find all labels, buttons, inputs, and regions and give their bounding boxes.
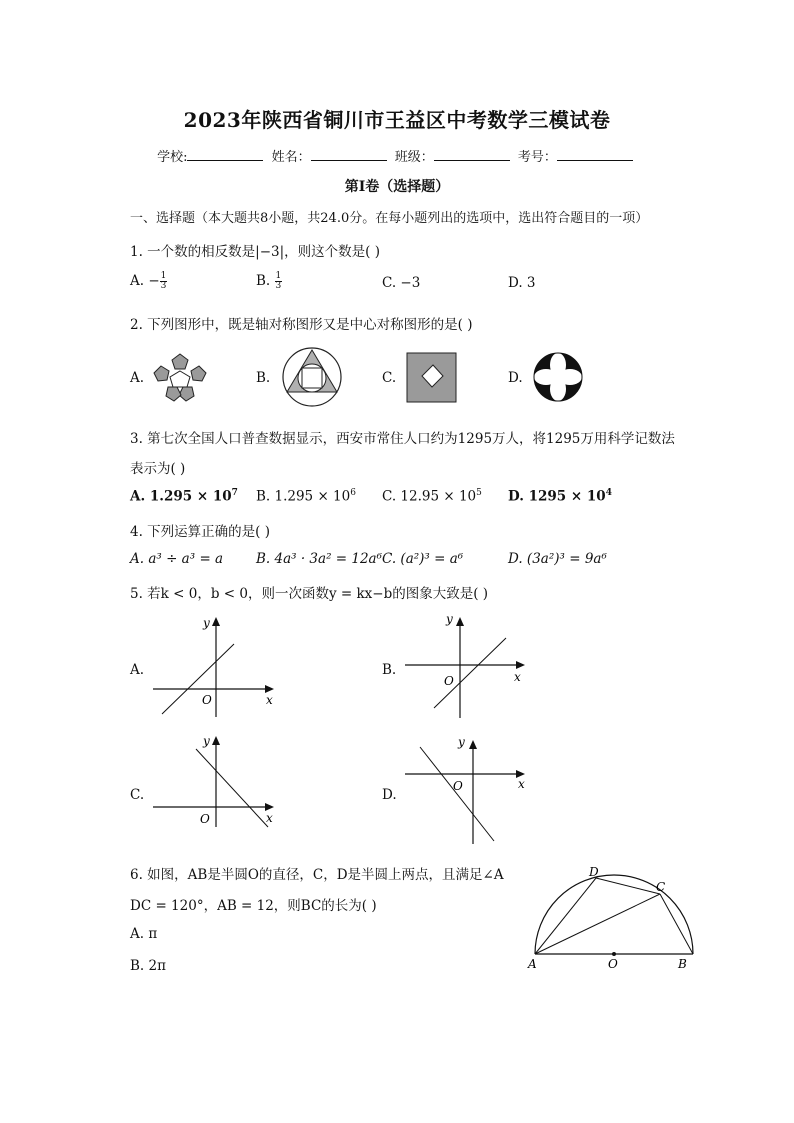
q1-b-fraction <box>275 272 283 291</box>
school-blank[interactable] <box>187 148 263 161</box>
class-label: 班级： <box>394 150 434 165</box>
name-label: 姓名： <box>271 150 311 165</box>
q6-option-b: B. 2π <box>130 958 166 974</box>
q1-option-c: C. −3 <box>382 275 421 291</box>
q3-d-text: D. 1295 × 10 <box>508 488 606 505</box>
q4-option-c: C. (a²)³ = a⁶ <box>382 551 464 567</box>
q3-b-exponent: 6 <box>350 488 356 498</box>
q4-option-b: B. 4a³ · 3a² = 12a⁶ <box>256 551 383 567</box>
q6-point-o: O <box>608 957 618 971</box>
q1-a-label: A. <box>130 273 145 289</box>
exam-no-blank[interactable] <box>557 148 633 161</box>
q5-b-label: B. <box>382 662 397 678</box>
q5-c-x-label: x <box>266 811 273 825</box>
q3-b-text: B. 1.295 × 10 <box>256 488 351 505</box>
q5-stem: 5. 若k < 0，b < 0，则一次函数y = kx−b的图象大致是( ) <box>130 586 489 602</box>
q2-b-label: B. <box>256 370 271 386</box>
q6-stem-line1: 6. 如图，AB是半圆O的直径，C，D是半圆上两点，且满足∠A <box>130 867 504 883</box>
q1-b-denominator: 3 <box>275 281 282 291</box>
q3-d-exponent: 4 <box>605 488 612 498</box>
q6-point-a: A <box>528 957 537 971</box>
school-label: 学校: <box>157 150 188 165</box>
q3-stem-line1: 3. 第七次全国人口普查数据显示，西安市常住人口约为1295万人，将1295万用科学记数法 <box>130 431 675 447</box>
volume-heading: 第I卷（选择题） <box>344 179 450 195</box>
exam-no-label: 考号： <box>517 150 557 165</box>
q3-option-c <box>382 488 482 505</box>
name-blank[interactable] <box>311 148 387 161</box>
q5-graph-d <box>402 735 532 845</box>
q5-c-y-label: y <box>203 734 210 748</box>
q5-d-x-label: x <box>518 777 525 791</box>
q2-figure-a <box>152 350 208 404</box>
q6-point-c: C <box>656 880 666 894</box>
q2-figure-d <box>533 352 583 402</box>
q6-point-b: B <box>678 957 687 971</box>
q5-a-label: A. <box>130 662 145 678</box>
q2-stem: 2. 下列图形中，既是轴对称图形又是中心对称图形的是( ) <box>130 317 473 333</box>
q5-d-y-label: y <box>458 735 465 749</box>
q5-a-origin: O <box>202 693 212 707</box>
q5-c-label: C. <box>130 787 145 803</box>
q5-a-y-label: y <box>203 616 210 630</box>
q5-graph-c <box>150 733 280 829</box>
q3-option-b <box>256 488 356 505</box>
q1-option-d: D. 3 <box>508 275 536 291</box>
q4-option-a: A. a³ ÷ a³ = a <box>130 551 224 567</box>
q6-point-d: D <box>589 865 599 879</box>
q3-stem-line2: 表示为( ) <box>130 461 186 477</box>
q3-c-exponent: 5 <box>476 488 482 498</box>
q1-a-denominator: 3 <box>160 281 167 291</box>
q5-graph-b <box>402 612 532 720</box>
q2-c-label: C. <box>382 370 397 386</box>
q3-a-text: A. 1.295 × 10 <box>130 488 232 505</box>
q5-d-origin: O <box>453 779 463 793</box>
q6-option-a: A. π <box>130 926 158 942</box>
q5-b-y-label: y <box>446 612 453 626</box>
student-info-line <box>0 146 794 165</box>
q5-b-x-label: x <box>514 670 521 684</box>
q1-b-numerator: 1 <box>275 271 282 281</box>
q1-b-label: B. <box>256 273 271 289</box>
section-heading: 一、选择题（本大题共8小题，共24.0分。在每小题列出的选项中，选出符合题目的一项） <box>130 211 649 226</box>
q2-d-label: D. <box>508 370 523 386</box>
q4-option-d: D. (3a²)³ = 9a⁶ <box>508 551 607 567</box>
q1-a-sign: − <box>148 273 160 289</box>
q1-option-a <box>130 272 167 291</box>
q1-a-fraction <box>160 272 168 291</box>
q1-stem: 1. 一个数的相反数是|−3|，则这个数是( ) <box>130 244 380 260</box>
class-blank[interactable] <box>434 148 510 161</box>
q5-a-x-label: x <box>266 693 273 707</box>
q3-a-exponent: 7 <box>231 488 238 498</box>
q3-option-a <box>130 488 238 505</box>
q5-c-origin: O <box>200 812 210 826</box>
q3-c-text: C. 12.95 × 10 <box>382 488 477 505</box>
q6-semicircle-figure <box>524 860 704 976</box>
q1-a-numerator: 1 <box>160 271 167 281</box>
q4-stem: 4. 下列运算正确的是( ) <box>130 524 270 540</box>
q2-a-label: A. <box>130 370 145 386</box>
q6-stem-line2: DC = 120°，AB = 12，则BC的长为( ) <box>130 898 377 914</box>
q1-option-b <box>256 272 282 291</box>
q5-b-origin: O <box>444 674 454 688</box>
q5-d-label: D. <box>382 787 397 803</box>
q5-graph-a <box>150 614 280 718</box>
q2-figure-b <box>281 346 343 408</box>
page-title: 2023年陕西省铜川市王益区中考数学三模试卷 <box>183 108 611 132</box>
q3-option-d <box>508 488 612 505</box>
q2-figure-c <box>406 352 458 404</box>
